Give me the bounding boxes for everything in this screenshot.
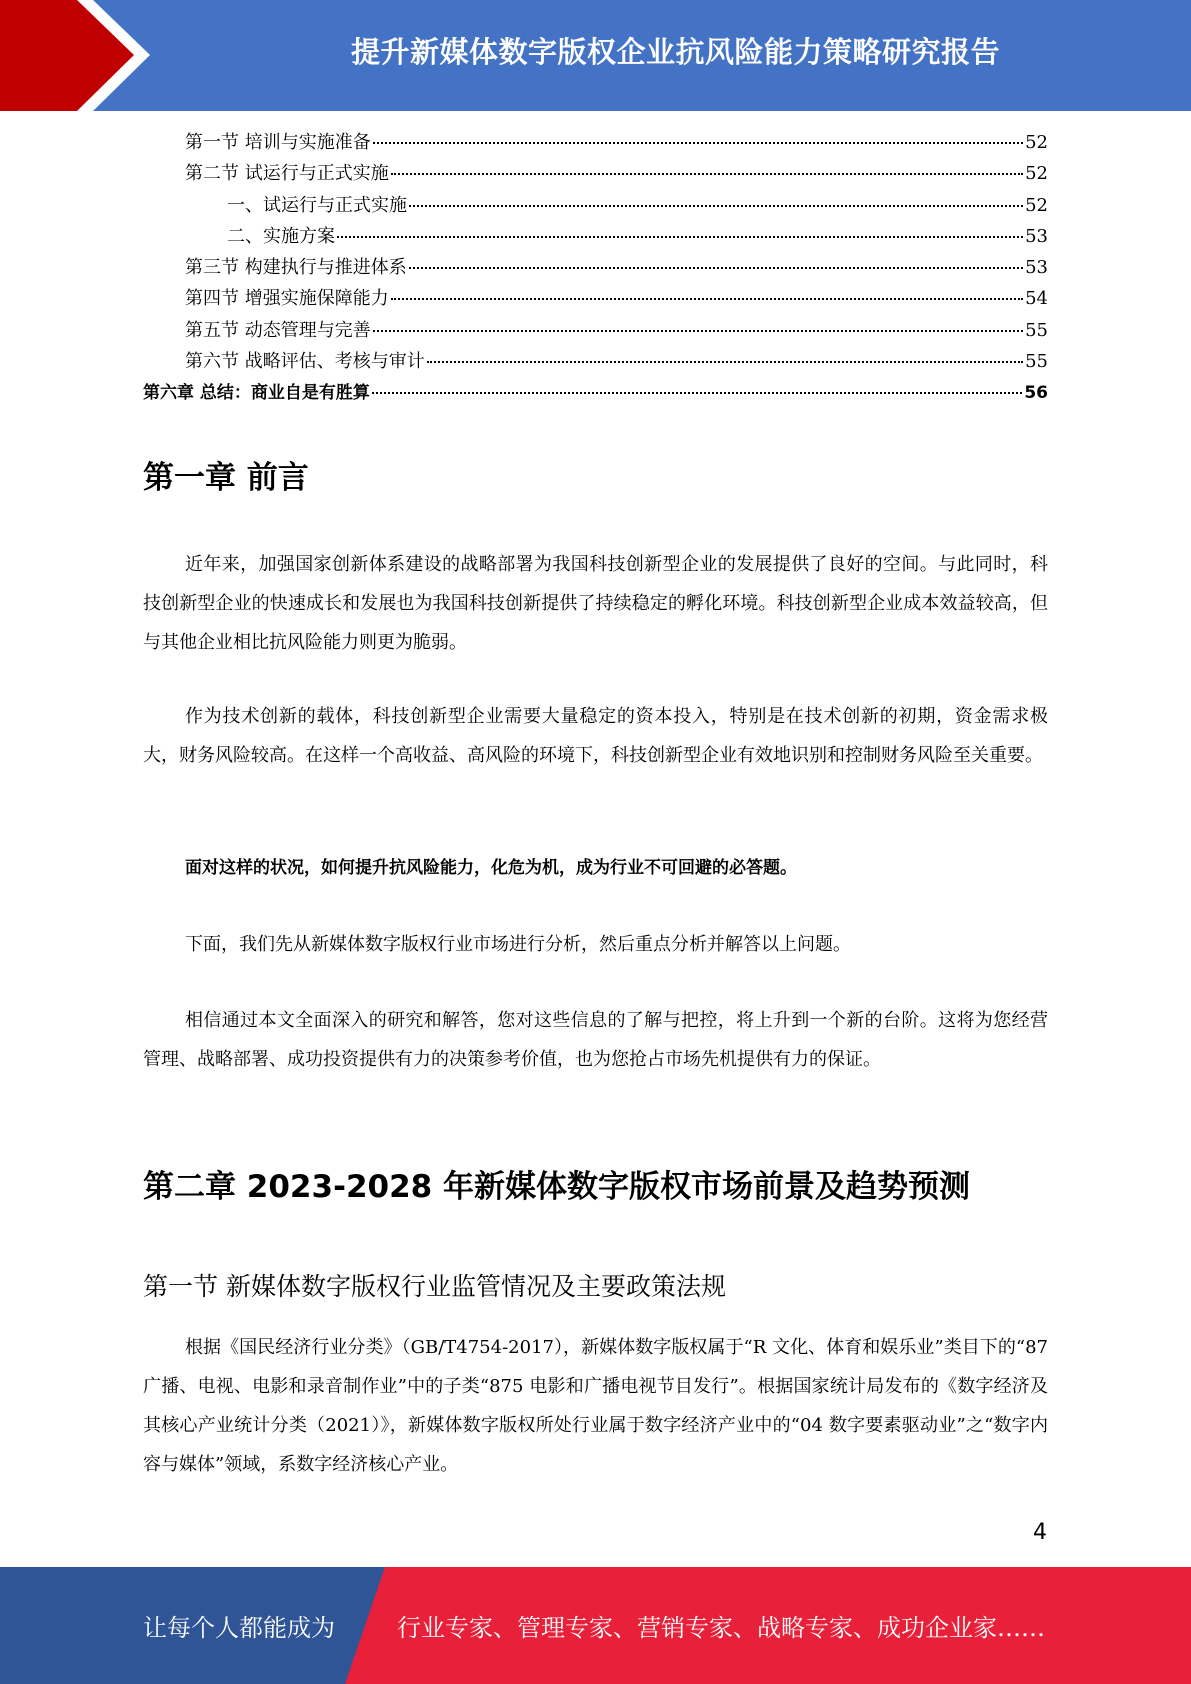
toc-entry-page: 52 (1025, 194, 1048, 216)
toc-entry-page: 55 (1025, 351, 1048, 373)
toc-entry[interactable] (143, 316, 1048, 347)
chapter1-paragraph: 作为技术创新的载体，科技创新型企业需要大量稳定的资本投入，特别是在技术创新的初期，资金需求极大，财务风险较高。在这样一个高收益、高风险的环境下，科技创新型企业有效地识别和控制财务风险至关重要。 (143, 706, 1048, 766)
toc-entry-page: 52 (1025, 163, 1048, 185)
toc-entry-title: 第一节 培训与实施准备 (185, 132, 371, 153)
chapter2-title: 第二章 2023-2028 年新媒体数字版权市场前景及趋势预测 (143, 1169, 971, 1205)
table-of-contents (143, 128, 1048, 410)
toc-entry[interactable] (143, 191, 1048, 222)
toc-entry-title: 第四节 增强实施保障能力 (185, 288, 389, 310)
toc-entry[interactable] (143, 347, 1048, 378)
toc-leader (373, 330, 1023, 332)
header-title: 提升新媒体数字版权企业抗风险能力策略研究报告 (350, 34, 1000, 69)
toc-leader (337, 236, 1023, 238)
footer-slogan-left: 让每个人都能成为 (143, 1614, 335, 1642)
chapter1-title: 第一章 前言 (143, 460, 309, 496)
toc-entry-title: 第五节 动态管理与完善 (185, 319, 371, 341)
toc-entry[interactable] (143, 159, 1048, 190)
toc-entry[interactable] (143, 222, 1048, 253)
chapter1-paragraph: 近年来，加强国家创新体系建设的战略部署为我国科技创新型企业的发展提供了良好的空间。与此同时，科技创新型企业的快速成长和发展也为我国科技创新提供了持续稳定的孵化环境。科技创新型企业成本效益较高，但与其他企业相比抗风险能力则更为脆弱。 (143, 554, 1048, 653)
page-header (0, 0, 1191, 111)
toc-leader (391, 298, 1023, 300)
chapter2-paragraph: 根据《国民经济行业分类》（GB/T4754-2017），新媒体数字版权属于“R 文化、体育和娱乐业”类目下的“87 广播、电视、电影和录音制作业”中的子类“875 电影和广播电视节目发行”。根据国家统计局发布的《数字经济及其核心产业统计分类（2021）》，新媒体数字版权所处行业属于数字经济产业中的“04 数字要素驱动业”之“数字内容与媒体”领域，系数字经济核心产业。 (143, 1337, 1048, 1475)
toc-leader (373, 142, 1023, 144)
toc-entry-page: 53 (1025, 257, 1048, 279)
toc-leader (427, 361, 1023, 363)
toc-entry-title: 第六节 战略评估、考核与审计 (185, 351, 425, 373)
toc-entry-page: 56 (1024, 383, 1048, 404)
chapter1-paragraph: 相信通过本文全面深入的研究和解答，您对这些信息的了解与把控，将上升到一个新的台阶。这将为您经营管理、战略部署、成功投资提供有力的决策参考价值，也为您抢占市场先机提供有力的保证。 (143, 1010, 1048, 1070)
toc-leader (409, 267, 1023, 269)
toc-leader (409, 205, 1023, 207)
toc-entry-title: 第二节 试运行与正式实施 (185, 163, 389, 185)
toc-entry-title: 第三节 构建执行与推进体系 (185, 257, 407, 279)
page-footer (0, 1567, 1191, 1684)
toc-entry[interactable] (143, 128, 1048, 159)
toc-entry-page: 54 (1025, 288, 1048, 310)
toc-entry-page: 52 (1025, 132, 1048, 153)
toc-entry-page: 53 (1025, 225, 1048, 247)
toc-entry-title: 第六章 总结：商业自是有胜算 (143, 383, 370, 404)
toc-entry-page: 55 (1025, 319, 1048, 341)
toc-entry-title: 一、试运行与正式实施 (227, 194, 407, 216)
page-number: 4 (1033, 1520, 1047, 1545)
chapter1-key-question: 面对这样的状况，如何提升抗风险能力，化危为机，成为行业不可回避的必答题。 (185, 858, 797, 878)
section-title: 第一节 新媒体数字版权行业监管情况及主要政策法规 (143, 1272, 726, 1301)
toc-entry-title: 二、实施方案 (227, 225, 335, 247)
toc-leader (372, 392, 1022, 394)
toc-entry-chapter[interactable] (143, 378, 1048, 409)
toc-leader (391, 173, 1023, 175)
footer-slogan-right: 行业专家、管理专家、营销专家、战略专家、成功企业家…… (397, 1614, 1045, 1642)
toc-entry[interactable] (143, 253, 1048, 284)
toc-entry[interactable] (143, 284, 1048, 315)
chapter1-paragraph: 下面，我们先从新媒体数字版权行业市场进行分析，然后重点分析并解答以上问题。 (185, 934, 851, 955)
